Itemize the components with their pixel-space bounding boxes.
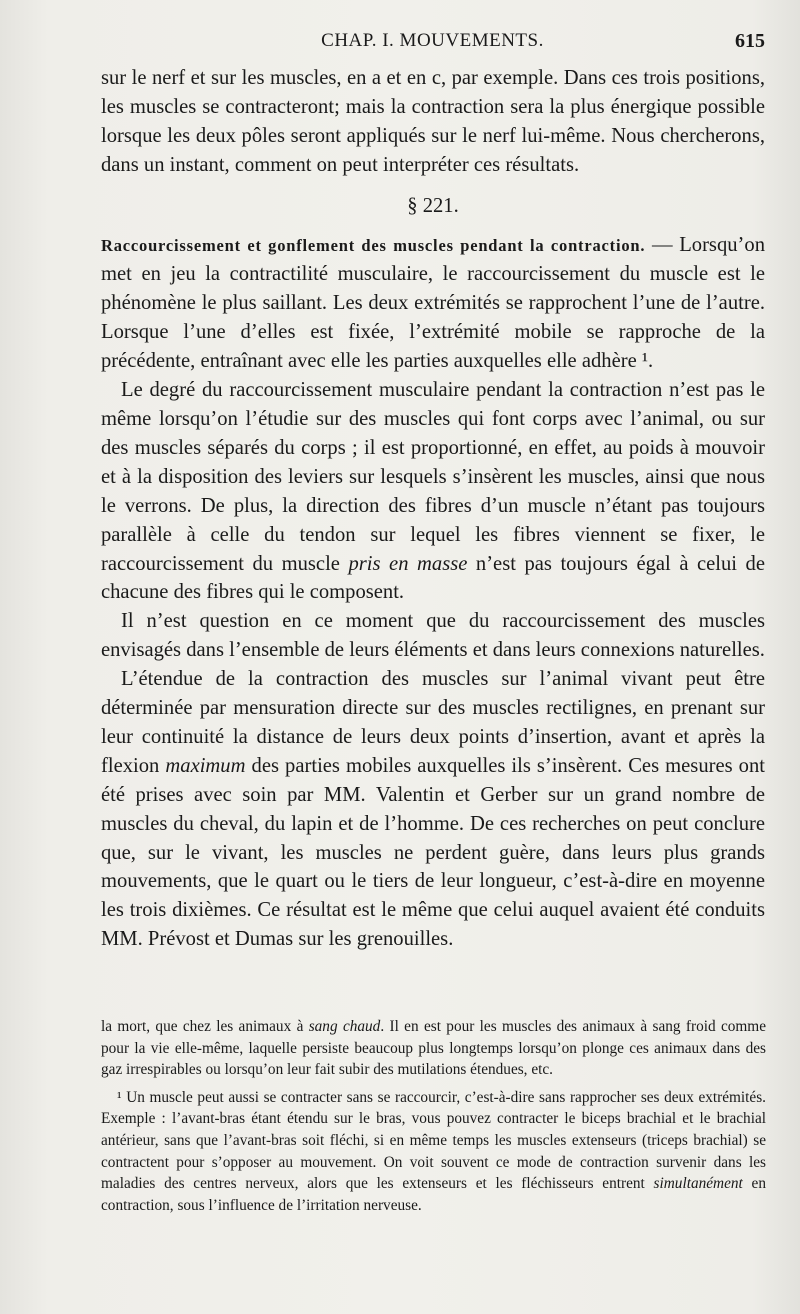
footnotes: [101, 1016, 766, 1216]
text-run: L’étendue de la contraction des muscles sur l’animal vivant peut être déterminée par mensuration directe sur des muscles rectilignes, en prenant sur leur continuité la distance de leurs deux points d’insertion, avant et après la flexion: [101, 668, 765, 777]
emphasis: pris en masse: [348, 552, 468, 575]
page-header: [100, 30, 765, 56]
text-run: . Il en est pour les muscles des animaux à sang froid comme pour la vie elle-même, laquelle persiste beaucoup plus longtemps lorsqu’on plonge ces animaux dans des gaz irrespirables ou lorsqu’on leur fait subir des mutilations étendues, etc.: [101, 1018, 766, 1079]
text-run: la mort, que chez les animaux à: [101, 1018, 309, 1035]
text-run: des parties mobiles auxquelles ils s’insèrent. Ces mesures ont été prises avec soin par MM. Valentin et Gerber sur un grand nombre de muscles du cheval, du lapin et de l’homme. De ces recherches on peut conclure que, sur le vivant, les muscles ne perdent guère, dans leurs plus grands mouvements, que le quart ou le tiers de leur longueur, c’est-à-dire en moyenne les trois dixièmes. Ce résultat est le même que celui auquel avaient été conduits MM. Prévost et Dumas sur les grenouilles.: [101, 754, 765, 951]
paragraph-etendue: [101, 665, 765, 954]
text-run: en contraction, sous l’influence de l’irritation nerveuse.: [101, 1175, 766, 1214]
run-in-heading: Raccourcissement et gonflement des muscles pendant la contraction.: [101, 235, 646, 255]
main-text: [101, 64, 765, 954]
emphasis: sang chaud: [308, 1018, 381, 1035]
footnote-1: [101, 1087, 766, 1217]
running-head: CHAP. I. MOUVEMENTS.: [321, 30, 544, 51]
paragraph-degre: [101, 376, 765, 607]
page-number: 615: [735, 30, 765, 52]
paragraph-continuation: sur le nerf et sur les muscles, en a et en c, par exemple. Dans ces trois positions, les muscles se contracteront; mais la contraction sera la plus énergique possible lorsque les deux pôles seront appliqués sur le nerf lui-même. Nous chercherons, dans un instant, comment on peut interpréter ces résultats.: [101, 67, 765, 176]
emphasis: maximum: [165, 754, 246, 777]
paragraph-raccourcissement: [101, 231, 765, 377]
paragraph-question: Il n’est question en ce moment que du raccourcissement des muscles envisagés dans l’ensemble de leurs éléments et dans leurs connexions naturelles.: [101, 610, 765, 662]
text-run: Le degré du raccourcissement musculaire pendant la contraction n’est pas le même lorsqu’on l’étudie sur des muscles qui font corps avec l’animal, ou sur des muscles séparés du corps ; il est proportionné, en effet, au poids à mouvoir et à la disposition des leviers sur lesquels s’insèrent les muscles, ainsi que nous le verrons. De plus, la direction des fibres d’un muscle n’étant pas toujours parallèle à celle du tendon sur lequel les fibres viennent se fixer, le raccourcissement du muscle: [101, 379, 765, 575]
footnote-continuation: [101, 1016, 766, 1081]
section-number: § 221.: [407, 194, 459, 217]
emphasis: simultanément: [653, 1175, 743, 1193]
text-run: n’est pas toujours égal à celui de chacune des fibres qui le composent.: [101, 552, 765, 604]
paragraph-text: — Lorsqu’on met en jeu la contractilité musculaire, le raccourcissement du muscle est le phénomène le plus saillant. Les deux extrémités se rapprochent l’une de l’autre. Lorsque l’une d’elles est fixée, l’extrémité mobile se rapproche de la précédente, entraînant avec elle les parties auxquelles elle adhère ¹.: [101, 233, 765, 373]
text-run: ¹ Un muscle peut aussi se contracter sans se raccourcir, c’est-à-dire sans rapprocher ses deux extrémités. Exemple : l’avant-bras étant étendu sur le bras, vous pouvez contracter le biceps brachial et le brachial antérieur, sans que l’avant-bras soit fléchi, si en même temps les muscles extenseurs (triceps brachial) se contractent pour s’opposer au mouvement. On voit souvent ce mode de contraction survenir dans les maladies des centres nerveux, alors que les extenseurs et les fléchisseurs entrent: [101, 1088, 766, 1193]
